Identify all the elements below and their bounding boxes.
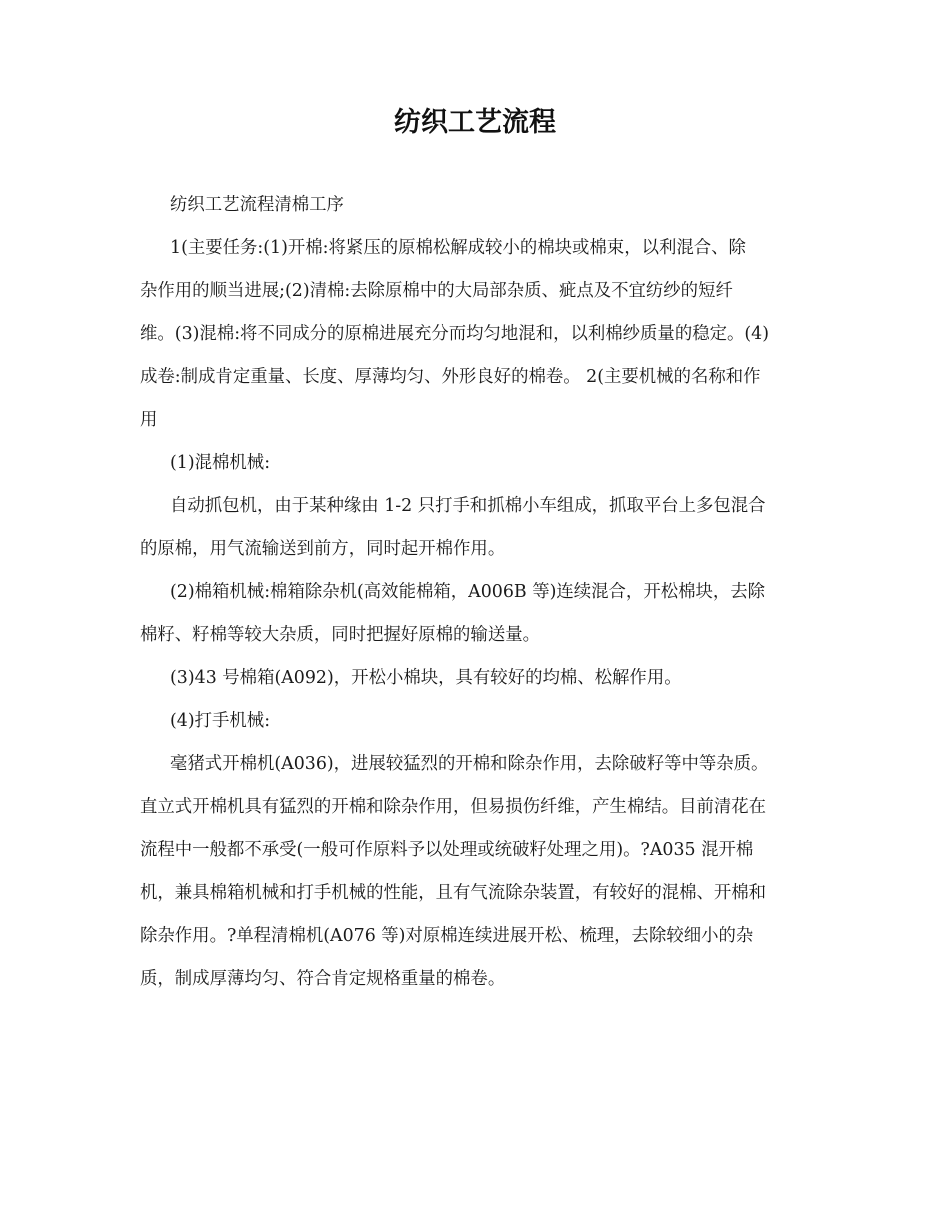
paragraph-beater-machinery [140,700,820,743]
text-line: 维。(3)混棉:将不同成分的原棉进展充分而均匀地混和，以利棉纱质量的稳定。(4) [140,324,770,344]
text-line: 成卷:制成肯定重量、长度、厚薄均匀、外形良好的棉卷。 2(主要机械的名称和作 [140,367,761,387]
paragraph-main-tasks [140,227,820,442]
text-line: (4)打手机械: [170,711,271,731]
text-line: 用 [140,410,158,430]
paragraph-bale-plucker [140,485,820,571]
text-line: 1(主要任务:(1)开棉:将紧压的原棉松解成较小的棉块或棉束，以利混合、除 [170,238,746,258]
paragraph-hopper-43 [140,657,820,700]
text-line: (2)棉箱机械:棉箱除杂机(高效能棉箱，A006B 等)连续混合，开松棉块，去除 [170,582,766,602]
text-line: 自动抓包机，由于某种缘由 1-2 只打手和抓棉小车组成，抓取平台上多包混合 [170,496,766,516]
text-line: 机，兼具棉箱机械和打手机械的性能，且有气流除杂装置，有较好的混棉、开棉和 [140,883,767,903]
paragraph-mixing-machinery [140,442,820,485]
text-line: 棉籽、籽棉等较大杂质，同时把握好原棉的输送量。 [140,625,540,645]
paragraph-intro [140,184,820,227]
text-line: (1)混棉机械: [170,453,271,473]
text-line: 流程中一般都不承受(一般可作原料予以处理或统破籽处理之用)。?A035 混开棉 [140,840,754,860]
text-line: 的原棉，用气流输送到前方，同时起开棉作用。 [140,539,506,559]
text-line: 质，制成厚薄均匀、符合肯定规格重量的棉卷。 [140,969,506,989]
document-title: 纺织工艺流程 [394,107,556,138]
document-body [140,184,820,1001]
text-line: (3)43 号棉箱(A092)，开松小棉块，具有较好的均棉、松解作用。 [170,668,682,688]
text-line: 除杂作用。?单程清棉机(A076 等)对原棉连续进展开松、梳理，去除较细小的杂 [140,926,754,946]
paragraph-opener-details [140,743,820,1001]
text-line: 杂作用的顺当进展;(2)清棉:去除原棉中的大局部杂质、疵点及不宜纺纱的短纤 [140,281,733,301]
text-line: 纺织工艺流程清棉工序 [170,195,344,215]
text-line: 毫猪式开棉机(A036)，进展较猛烈的开棉和除杂作用，去除破籽等中等杂质。 [170,754,769,774]
text-line: 直立式开棉机具有猛烈的开棉和除杂作用，但易损伤纤维，产生棉结。目前清花在 [140,797,767,817]
paragraph-hopper-machinery [140,571,820,657]
